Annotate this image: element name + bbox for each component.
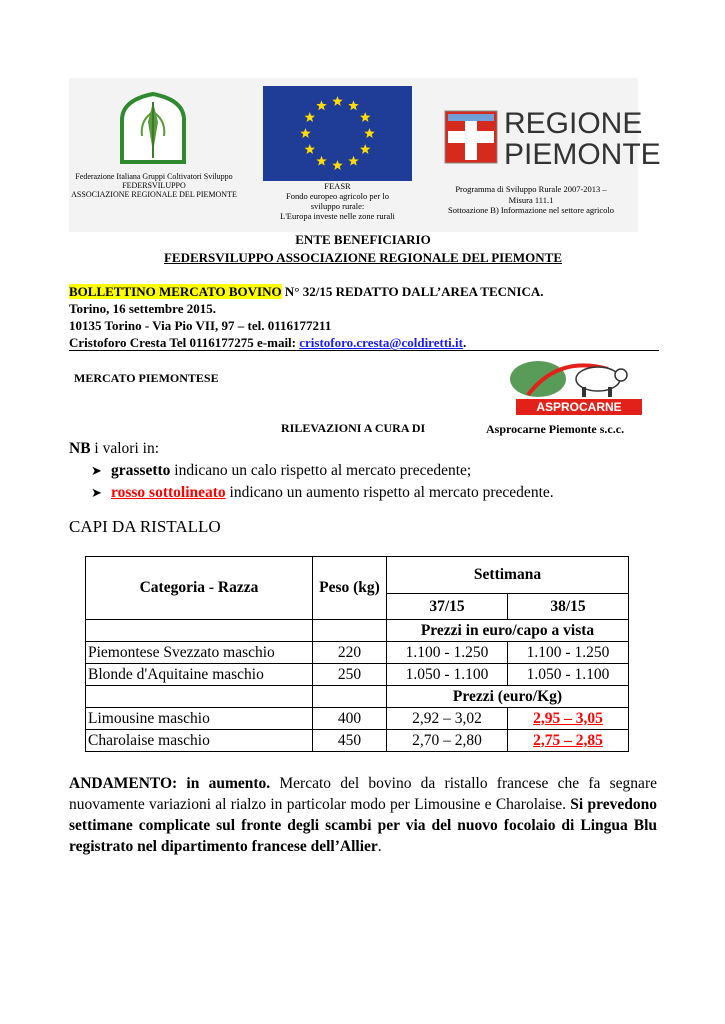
cell-categoria: Limousine maschio <box>86 708 313 730</box>
subheader-kg: Prezzi (euro/Kg) <box>387 686 629 708</box>
andamento-text: Mercato del bovino da ristallo francese che fa segnare nuovamente variazioni al rialzo in particolar modo per Limousine e Charolaise. <box>69 775 657 813</box>
nb-intro <box>69 438 159 460</box>
cell-week1: 2,70 – 2,80 <box>387 730 508 752</box>
cell-week1: 1.100 - 1.250 <box>387 642 508 664</box>
bullet-text: indicano un aumento rispetto al mercato precedente. <box>225 484 554 501</box>
nb-intro-text: i valori in: <box>90 440 159 457</box>
section-title: CAPI DA RISTALLO <box>69 517 221 536</box>
regione-piemonte-logo <box>444 110 498 164</box>
bullet-key-red: rosso sottolineato <box>111 484 226 501</box>
regione-line: Misura 111.1 <box>508 194 554 205</box>
federsviluppo-text <box>70 172 238 199</box>
regione-programma-text <box>428 184 634 216</box>
contact-line <box>69 334 659 351</box>
regione-line: Programma di Sviluppo Rurale 2007-2013 – <box>455 184 607 194</box>
regione-word: REGIONE <box>504 107 643 140</box>
bollettino-info <box>69 283 659 351</box>
regione-piemonte-wordmark <box>504 108 661 170</box>
andamento-label: ANDAMENTO: in aumento. <box>69 775 271 792</box>
contact-suffix: . <box>462 335 467 350</box>
cell-week1: 1.050 - 1.100 <box>387 664 508 686</box>
ente-name: FEDERSVILUPPO ASSOCIAZIONE REGIONALE DEL PIEMONTE <box>163 250 563 265</box>
cell-categoria: Blonde d'Aquitaine maschio <box>86 664 313 686</box>
bollettino-title-rest: N° 32/15 REDATTO DALL’AREA TECNICA. <box>281 284 544 299</box>
email-link[interactable]: cristoforo.cresta@coldiretti.it <box>299 335 463 350</box>
fed-line: Federazione Italiana Gruppi Coltivatori Sviluppo <box>75 172 233 181</box>
feasr-line: sviluppo rurale: <box>310 201 365 211</box>
mercato-label: MERCATO PIEMONTESE <box>74 371 219 385</box>
nb-bullets <box>91 460 554 504</box>
arrow-bullet-icon: ➤ <box>91 463 102 478</box>
subheader-capo: Prezzi in euro/capo a vista <box>387 620 629 642</box>
col-peso: Peso (kg) <box>313 557 387 620</box>
rilevazioni-label: RILEVAZIONI A CURA DI <box>281 421 426 435</box>
cell-categoria: Charolaise maschio <box>86 730 313 752</box>
bollettino-title <box>69 283 659 300</box>
list-item <box>91 460 554 482</box>
fed-line: ASSOCIAZIONE REGIONALE DEL PIEMONTE <box>71 190 237 199</box>
col-settimana: Settimana <box>387 557 629 594</box>
table-row <box>86 730 629 752</box>
asprocarne-logo-text: ASPROCARNE <box>536 400 622 414</box>
col-week2: 38/15 <box>508 594 629 620</box>
list-item <box>91 482 554 504</box>
andamento-bold-text: Si prevedono settimane complicate sul fronte degli scambi per via del nuovo focolaio di Lingua Blu registrato nel dipartimento francese dell’Allier <box>69 796 657 855</box>
nb-label: NB <box>69 440 91 457</box>
piemonte-word: PIEMONTE <box>504 138 661 171</box>
table-subheader-row <box>86 686 629 708</box>
bollettino-title-highlight: BOLLETTINO MERCATO BOVINO <box>69 284 282 299</box>
price-table <box>85 556 629 752</box>
bullet-key-bold: grassetto <box>111 462 171 479</box>
andamento-paragraph <box>69 773 657 857</box>
ente-label: ENTE BENEFICIARIO <box>295 232 431 247</box>
cell-peso: 450 <box>313 730 387 752</box>
table-row <box>86 642 629 664</box>
bullet-text: indicano un calo rispetto al mercato precedente; <box>170 462 472 479</box>
asprocarne-name: Asprocarne Piemonte s.c.c. <box>486 422 625 436</box>
cell-week2: 1.100 - 1.250 <box>508 642 629 664</box>
federsviluppo-logo <box>118 92 188 164</box>
contact-prefix: Cristoforo Cresta Tel 0116177275 e-mail: <box>69 335 300 350</box>
col-week1: 37/15 <box>387 594 508 620</box>
feasr-line: Fondo europeo agricolo per lo <box>286 191 389 201</box>
address: 10135 Torino - Via Pio VII, 97 – tel. 0116177211 <box>69 318 332 333</box>
divider <box>69 350 659 351</box>
cell-week2-increase: 2,95 – 3,05 <box>508 708 629 730</box>
asprocarne-logo <box>498 355 646 417</box>
cell-week1: 2,92 – 3,02 <box>387 708 508 730</box>
col-categoria: Categoria - Razza <box>86 557 313 620</box>
table-subheader-row <box>86 620 629 642</box>
feasr-text <box>255 181 420 221</box>
table-header-row <box>86 557 629 594</box>
table-row <box>86 664 629 686</box>
regione-line: Sottoazione B) Informazione nel settore agricolo <box>448 205 614 215</box>
table-row <box>86 708 629 730</box>
place-date: Torino, 16 settembre 2015. <box>69 301 216 316</box>
cell-week2: 1.050 - 1.100 <box>508 664 629 686</box>
cell-peso: 400 <box>313 708 387 730</box>
cell-peso: 250 <box>313 664 387 686</box>
feasr-line: FEASR <box>324 181 351 191</box>
fed-line: FEDERSVILUPPO <box>122 181 186 190</box>
eu-flag-logo <box>263 86 412 181</box>
cell-week2-increase: 2,75 – 2,85 <box>508 730 629 752</box>
arrow-bullet-icon: ➤ <box>91 485 102 500</box>
feasr-line: L'Europa investe nelle zone rurali <box>280 211 395 221</box>
cell-peso: 220 <box>313 642 387 664</box>
andamento-end: . <box>377 838 382 855</box>
cell-categoria: Piemontese Svezzato maschio <box>86 642 313 664</box>
